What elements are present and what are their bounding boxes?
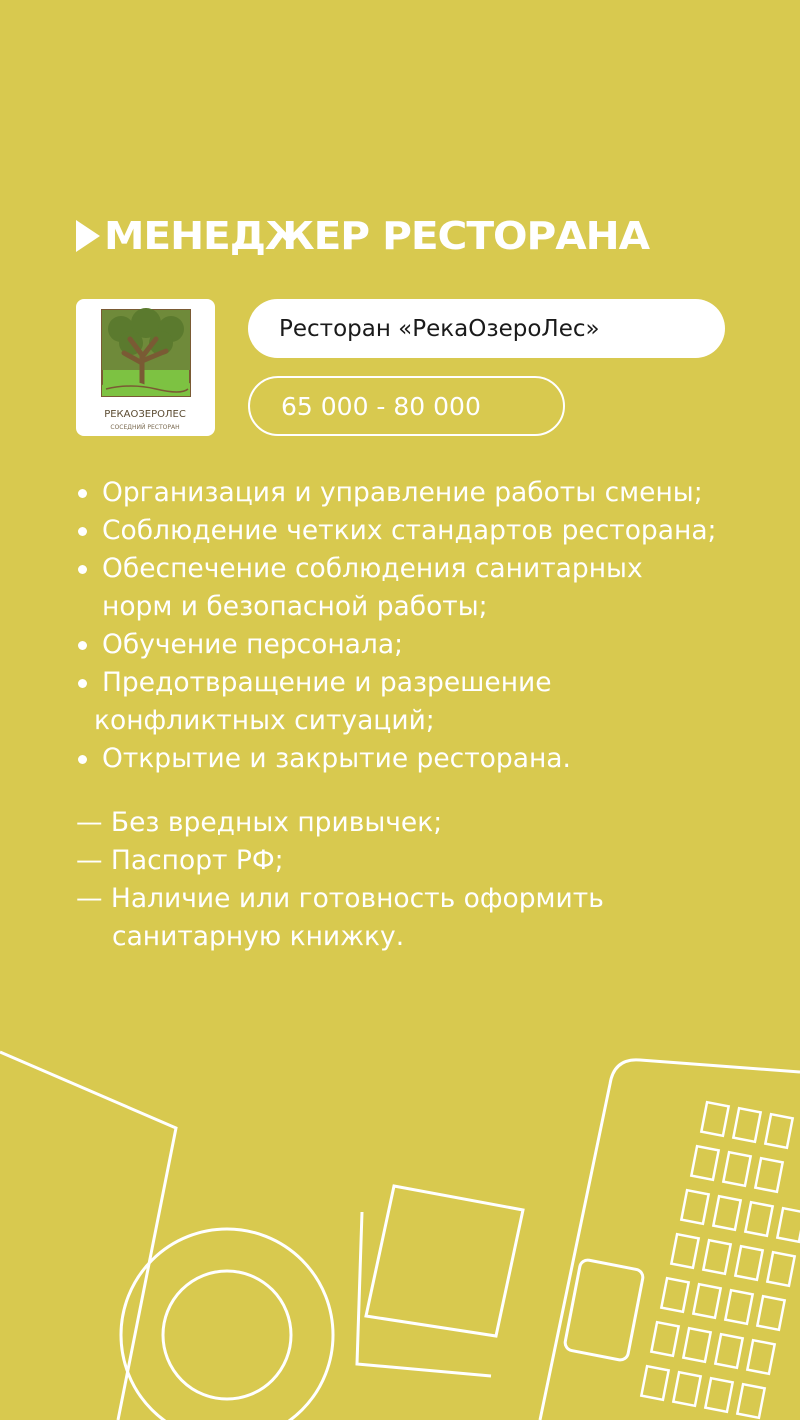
- requirement-text: — Наличие или готовность оформить: [76, 883, 604, 914]
- play-arrow-icon: [76, 220, 100, 252]
- requirement-text: — Без вредных привычек;: [76, 807, 443, 838]
- list-item: [76, 842, 604, 880]
- duty-text: Соблюдение четких стандартов ресторана;: [102, 515, 717, 546]
- duty-text: Обеспечение соблюдения санитарных: [102, 553, 643, 584]
- list-item: [76, 512, 716, 550]
- notebook-outline: [0, 1052, 176, 1420]
- vacancy-title-row: [76, 214, 649, 258]
- list-item: [76, 740, 716, 778]
- desk-illustration: [0, 1040, 800, 1420]
- logo-text: РЕКАОЗЕРОЛЕС: [104, 409, 186, 420]
- duties-list: [76, 474, 716, 778]
- vacancy-title: МЕНЕДЖЕР РЕСТОРАНА: [104, 214, 649, 258]
- list-item: [76, 664, 716, 740]
- duty-text: Организация и управление работы смены;: [102, 477, 703, 508]
- coffee-cup-icon: [121, 1229, 333, 1420]
- company-name-badge: Ресторан «РекаОзероЛес»: [248, 299, 725, 358]
- duty-text-continued: конфликтных ситуаций;: [94, 705, 435, 736]
- list-item: [76, 550, 716, 626]
- duty-text: Обучение персонала;: [102, 629, 404, 660]
- laptop-icon: [540, 1060, 800, 1420]
- salary-badge: 65 000 - 80 000: [248, 376, 565, 436]
- company-logo: [76, 299, 215, 436]
- tree-logo-icon: [76, 299, 215, 436]
- logo-subtitle: СОСЕДНИЙ РЕСТОРАН: [110, 424, 180, 431]
- paper-sheets: [357, 1186, 523, 1376]
- duty-text-continued: норм и безопасной работы;: [102, 591, 488, 622]
- requirements-list: [76, 804, 604, 956]
- requirement-text: — Паспорт РФ;: [76, 845, 284, 876]
- list-item: [76, 804, 604, 842]
- list-item: [76, 626, 716, 664]
- duty-text: Предотвращение и разрешение: [102, 667, 552, 698]
- list-item: [76, 880, 604, 956]
- requirement-text-continued: санитарную книжку.: [112, 921, 405, 952]
- list-item: [76, 474, 716, 512]
- duty-text: Открытие и закрытие ресторана.: [102, 743, 571, 774]
